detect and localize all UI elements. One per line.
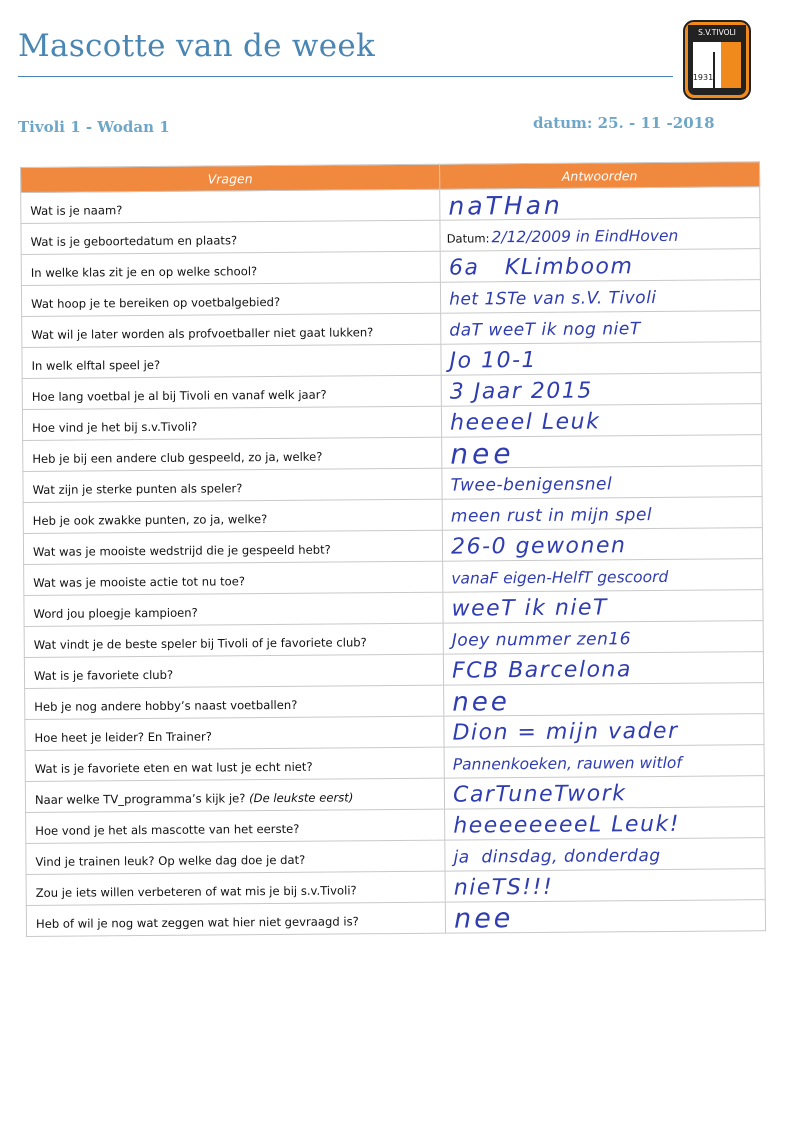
club-logo <box>683 20 751 100</box>
answer-cell <box>443 652 763 686</box>
handwritten-answer: nee <box>453 903 514 935</box>
handwritten-answer: weeT ik nieT <box>451 595 609 622</box>
question-cell <box>25 778 444 812</box>
answer-cell <box>442 435 762 469</box>
question-cell: Wat is je favoriete eten en wat lust je echt niet? <box>25 747 444 781</box>
question-cell: Vind je trainen leuk? Op welke dag doe je dat? <box>26 840 445 874</box>
handwritten-answer: nee <box>450 437 515 471</box>
title-divider <box>18 76 673 77</box>
handwritten-answer: Dion = mijn vader <box>452 718 679 746</box>
answer-cell <box>445 807 765 841</box>
question-cell: Hoe vind je het bij s.v.Tivoli? <box>22 406 441 440</box>
question-cell: Zou je iets willen verbeteren of wat mis je bij s.v.Tivoli? <box>26 871 445 905</box>
answer-cell <box>445 838 765 872</box>
question-cell: Wat was je mooiste actie tot nu toe? <box>24 561 443 595</box>
question-cell: Wat zijn je sterke punten als speler? <box>23 468 442 502</box>
handwritten-answer: 2/12/2009 in EindHoven <box>491 226 679 247</box>
question-cell: Heb je ook zwakke punten, zo ja, welke? <box>23 499 442 533</box>
answer-cell <box>443 621 763 655</box>
column-header-answers: Antwoorden <box>440 162 760 190</box>
answer-cell <box>444 745 764 779</box>
handwritten-answer: CarTuneTwork <box>452 781 627 808</box>
question-cell: Wat hoop je te bereiken op voetbalgebied? <box>21 282 440 316</box>
handwritten-answer: FCB Barcelona <box>451 657 633 684</box>
handwritten-answer: 6a KLimboom <box>448 254 634 281</box>
answer-cell <box>440 187 760 221</box>
question-cell: Hoe heet je leider? En Trainer? <box>25 716 444 750</box>
question-cell: Wat is je naam? <box>21 189 440 223</box>
question-cell: Word jou ploegje kampioen? <box>24 592 443 626</box>
answer-cell <box>442 528 762 562</box>
answer-cell <box>443 559 763 593</box>
handwritten-answer: meen rust in mijn spel <box>450 505 653 527</box>
questionnaire-table <box>20 161 766 937</box>
answer-cell <box>441 280 761 314</box>
answer-cell <box>443 590 763 624</box>
answer-cell <box>441 373 761 407</box>
answer-cell <box>442 497 762 531</box>
handwritten-answer: 3 Jaar 2015 <box>449 378 593 405</box>
question-cell: In welk elftal speel je? <box>22 344 441 378</box>
date-label: datum: 25. - 11 -2018 <box>533 114 715 132</box>
handwritten-answer: vanaF eigen-HelfT gescoord <box>451 567 669 588</box>
handwritten-answer: Twee-benigensnel <box>450 474 613 496</box>
question-cell: Hoe lang voetbal je al bij Tivoli en vanaf welk jaar? <box>22 375 441 409</box>
question-cell: Wat vindt je de beste speler bij Tivoli of je favoriete club? <box>24 623 443 657</box>
handwritten-answer: naTHan <box>448 190 563 221</box>
answer-cell <box>440 249 760 283</box>
handwritten-answer: Jo 10-1 <box>449 347 538 374</box>
question-cell: Wat is je geboortedatum en plaats? <box>21 220 440 254</box>
question-text: Naar welke TV_programma’s kijk je? <box>34 791 246 807</box>
question-cell: Wat wil je later worden als profvoetballer niet gaat lukken? <box>22 313 441 347</box>
answer-cell <box>445 900 765 934</box>
handwritten-answer: daT weeT ik nog nieT <box>449 319 641 341</box>
handwritten-answer: heeeel Leuk <box>450 409 601 436</box>
answer-cell <box>441 404 761 438</box>
page-title: Mascotte van de week <box>18 28 376 64</box>
match-label: Tivoli 1 - Wodan 1 <box>18 118 170 136</box>
answer-cell <box>441 311 761 345</box>
answer-cell <box>442 466 762 500</box>
question-cell: Heb je bij een andere club gespeeld, zo ja, welke? <box>23 437 442 471</box>
logo-year: 1931 <box>692 73 714 82</box>
question-cell: Hoe vond je het als mascotte van het eerste? <box>26 809 445 843</box>
handwritten-answer: Pannenkoeken, rauwen witlof <box>452 753 682 774</box>
answer-cell <box>445 869 765 903</box>
question-cell: In welke klas zit je en op welke school? <box>21 251 440 285</box>
question-cell: Wat is je favoriete club? <box>24 654 443 688</box>
handwritten-answer: Joey nummer zen16 <box>451 629 632 651</box>
handwritten-answer: het 1STe van s.V. Tivoli <box>449 288 657 310</box>
answer-cell <box>444 714 764 748</box>
answer-cell <box>444 776 764 810</box>
answer-prefix: Datum: <box>446 231 490 246</box>
logo-club-name: S.V.TIVOLI <box>698 28 736 37</box>
handwritten-answer: heeeeeeeeL Leuk! <box>453 811 681 839</box>
handwritten-answer: nee <box>452 687 510 718</box>
question-note: (De leukste eerst) <box>249 790 354 806</box>
question-cell: Heb je nog andere hobby’s naast voetballen? <box>25 685 444 719</box>
column-header-questions: Vragen <box>21 164 440 192</box>
question-cell: Heb of wil je nog wat zeggen wat hier niet gevraagd is? <box>26 902 445 936</box>
answer-cell <box>440 218 760 252</box>
handwritten-answer: ja dinsdag, donderdag <box>453 845 661 868</box>
handwritten-answer: nieTS!!! <box>453 874 554 901</box>
answer-cell <box>444 683 764 717</box>
table-row <box>26 900 765 937</box>
answer-cell <box>441 342 761 376</box>
handwritten-answer: 26-0 gewonen <box>450 533 627 560</box>
question-cell: Wat was je mooiste wedstrijd die je gespeeld hebt? <box>23 530 442 564</box>
